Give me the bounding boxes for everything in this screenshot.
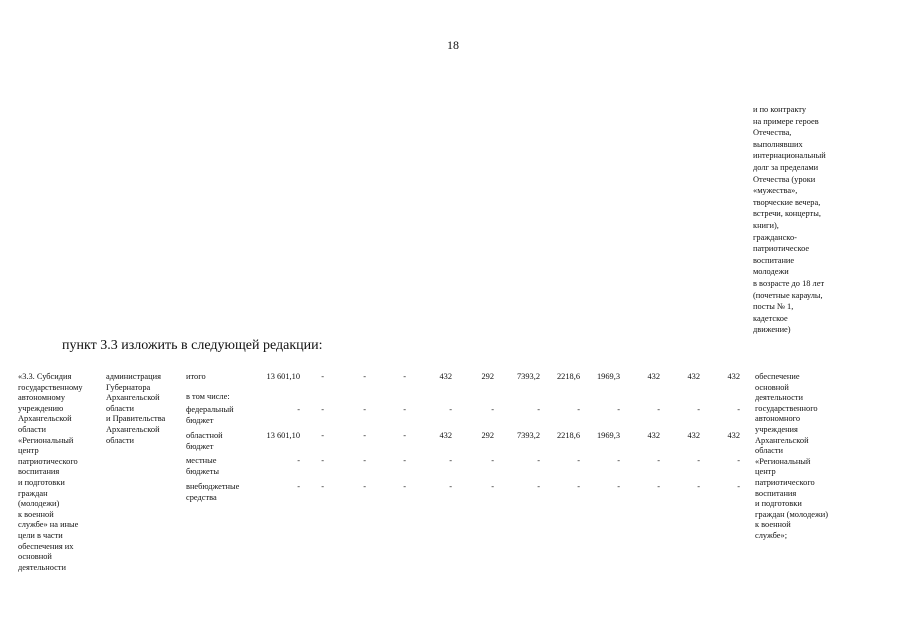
funding-value-cell: 432: [647, 431, 660, 440]
executor-line: администрация: [106, 372, 161, 381]
expected-result-cell: [755, 372, 849, 542]
funding-value-cell: 2218,6: [556, 372, 580, 381]
measure-name-line: (молодежи): [18, 499, 60, 509]
funding-value-cell: -: [577, 405, 580, 414]
funding-value-cell: -: [363, 372, 366, 381]
funding-source-label-line: бюджет: [186, 415, 214, 425]
result-line: воспитания: [755, 488, 797, 498]
note-line: интернациональный: [753, 151, 826, 161]
funding-value-cell: -: [537, 405, 540, 414]
executor-line: Губернатора: [106, 382, 151, 392]
funding-value-cell: 1969,3: [596, 372, 620, 381]
funding-value-cell: 292: [481, 372, 494, 381]
note-line: кадетское: [753, 313, 788, 323]
funding-value-cell: -: [617, 405, 620, 414]
funding-value-cell: -: [321, 405, 324, 414]
funding-value-cell: -: [491, 405, 494, 414]
executor-line: области: [106, 435, 134, 445]
result-line: к военной: [755, 520, 791, 530]
measure-name-line: основной: [18, 552, 52, 562]
note-line: (почетные караулы,: [753, 290, 823, 300]
result-line: основной: [755, 382, 789, 392]
note-line: долг за пределами: [753, 162, 819, 172]
result-line: граждан (молодежи): [755, 509, 829, 519]
funding-source-label-line: итого: [186, 372, 206, 381]
top-note: [753, 104, 849, 336]
funding-value-cell: 7393,2: [516, 431, 540, 440]
note-line: творческие вечера,: [753, 197, 821, 207]
funding-value-cell: 1969,3: [596, 431, 620, 440]
measure-name-line: Архангельской: [18, 414, 72, 424]
amendment-heading: пункт 3.3 изложить в следующей редакции:: [62, 338, 323, 353]
funding-value-cell: -: [403, 482, 406, 491]
funding-value-cell: -: [403, 405, 406, 414]
measure-name-line: «Региональный: [18, 435, 74, 445]
result-line: «Региональный: [755, 456, 811, 466]
funding-value-cell: -: [537, 482, 540, 491]
note-line: Отечества,: [753, 128, 792, 138]
measure-name-line: «3.3. Субсидия: [18, 372, 72, 381]
note-line: на примере героев: [753, 116, 819, 126]
note-line: гражданско-: [753, 232, 797, 242]
funding-value-cell: -: [657, 456, 660, 465]
funding-value-cell: -: [363, 482, 366, 491]
funding-value-cell: -: [363, 431, 366, 440]
funding-value-cell: 432: [439, 372, 452, 381]
funding-value-cell: 432: [439, 431, 452, 440]
funding-value-cell: 432: [687, 431, 700, 440]
measure-name-line: обеспечения их: [18, 541, 74, 551]
executor-line: Архангельской: [106, 424, 160, 434]
funding-value-cell: -: [617, 482, 620, 491]
result-line: и подготовки: [755, 499, 802, 509]
measure-name-line: граждан: [18, 488, 48, 498]
measure-name-line: учреждению: [18, 403, 64, 413]
measure-name-line: службе» на иные: [18, 520, 79, 530]
funding-value-cell: -: [321, 431, 324, 440]
measure-name-line: и подготовки: [18, 477, 65, 487]
funding-value-cell: -: [363, 456, 366, 465]
funding-source-label-line: средства: [186, 492, 217, 502]
funding-value-cell: 13 601,10: [266, 431, 300, 440]
funding-value-cell: -: [697, 456, 700, 465]
result-line: деятельности: [755, 393, 803, 403]
funding-value-cell: -: [321, 372, 324, 381]
measure-name-line: воспитания: [18, 467, 60, 477]
funding-value-cell: 2218,6: [556, 431, 580, 440]
note-line: воспитание: [753, 255, 795, 265]
funding-value-cell: -: [449, 456, 452, 465]
result-line: обеспечение: [755, 372, 800, 381]
executor-line: Архангельской: [106, 393, 160, 403]
funding-value-cell: -: [321, 456, 324, 465]
note-line: Отечества (уроки: [753, 174, 816, 184]
result-line: патриотического: [755, 477, 815, 487]
funding-value-cell: 432: [727, 372, 740, 381]
funding-source-label-line: федеральный: [186, 405, 234, 414]
funding-source-label-line: областной: [186, 431, 223, 440]
note-line: выполнявших: [753, 139, 803, 149]
note-line: и по контракту: [753, 105, 807, 114]
note-line: встречи, концерты,: [753, 209, 821, 219]
measure-name-line: центр: [18, 446, 39, 456]
funding-source-label-line: местные: [186, 456, 217, 465]
funding-value-cell: 13 601,10: [266, 372, 300, 381]
funding-value-cell: -: [449, 482, 452, 491]
funding-source-label: [186, 372, 206, 383]
funding-value-cell: -: [321, 482, 324, 491]
funding-source-label-line: в том числе:: [186, 392, 230, 401]
funding-value-cell: -: [657, 405, 660, 414]
funding-value-cell: -: [617, 456, 620, 465]
page-number: 18: [447, 38, 459, 52]
funding-source-label: [186, 456, 219, 477]
result-line: центр: [755, 467, 776, 477]
funding-source-label-line: внебюджетные: [186, 482, 240, 491]
funding-source-label: [186, 431, 223, 452]
funding-value-cell: -: [297, 482, 300, 491]
result-line: службе»;: [755, 530, 788, 540]
funding-value-cell: -: [449, 405, 452, 414]
funding-value-cell: 292: [481, 431, 494, 440]
measure-name-line: цели в части: [18, 530, 63, 540]
funding-value-cell: -: [697, 482, 700, 491]
funding-value-cell: -: [577, 482, 580, 491]
funding-value-cell: -: [297, 456, 300, 465]
funding-value-cell: -: [537, 456, 540, 465]
funding-source-label: [186, 405, 234, 426]
funding-value-cell: 432: [727, 431, 740, 440]
result-line: учреждения: [755, 424, 798, 434]
note-line: в возрасте до 18 лет: [753, 278, 825, 288]
funding-value-cell: -: [737, 456, 740, 465]
result-line: государственного: [755, 403, 818, 413]
funding-source-label-line: бюджеты: [186, 466, 220, 476]
note-line: патриотическое: [753, 244, 810, 254]
funding-value-cell: -: [491, 456, 494, 465]
measure-name-cell: [18, 372, 102, 573]
note-line: молодежи: [753, 267, 789, 277]
measure-name-line: области: [18, 424, 46, 434]
funding-value-cell: -: [403, 456, 406, 465]
funding-source-label-line: бюджет: [186, 441, 214, 451]
measure-name-line: автономному: [18, 393, 66, 403]
funding-value-cell: -: [737, 405, 740, 414]
measure-name-line: деятельности: [18, 562, 66, 572]
funding-value-cell: 432: [687, 372, 700, 381]
funding-value-cell: -: [403, 372, 406, 381]
funding-source-label: [186, 392, 230, 403]
responsible-executor-cell: [106, 372, 182, 446]
executor-line: и Правительства: [106, 414, 166, 424]
result-line: Архангельской: [755, 435, 809, 445]
funding-value-cell: -: [491, 482, 494, 491]
measure-name-line: к военной: [18, 509, 54, 519]
result-line: автономного: [755, 414, 801, 424]
funding-value-cell: -: [577, 456, 580, 465]
result-line: области: [755, 446, 783, 456]
funding-value-cell: 7393,2: [516, 372, 540, 381]
funding-value-cell: -: [657, 482, 660, 491]
funding-value-cell: -: [363, 405, 366, 414]
funding-value-cell: -: [737, 482, 740, 491]
funding-value-cell: -: [297, 405, 300, 414]
note-line: «мужества»,: [753, 186, 798, 196]
measure-name-line: патриотического: [18, 456, 78, 466]
funding-value-cell: 432: [647, 372, 660, 381]
funding-source-label: [186, 482, 239, 503]
note-line: движение): [753, 325, 791, 335]
executor-line: области: [106, 403, 134, 413]
funding-value-cell: -: [697, 405, 700, 414]
note-line: посты № 1,: [753, 302, 794, 312]
funding-value-cell: -: [403, 431, 406, 440]
note-line: книги),: [753, 220, 779, 230]
measure-name-line: государственному: [18, 382, 83, 392]
